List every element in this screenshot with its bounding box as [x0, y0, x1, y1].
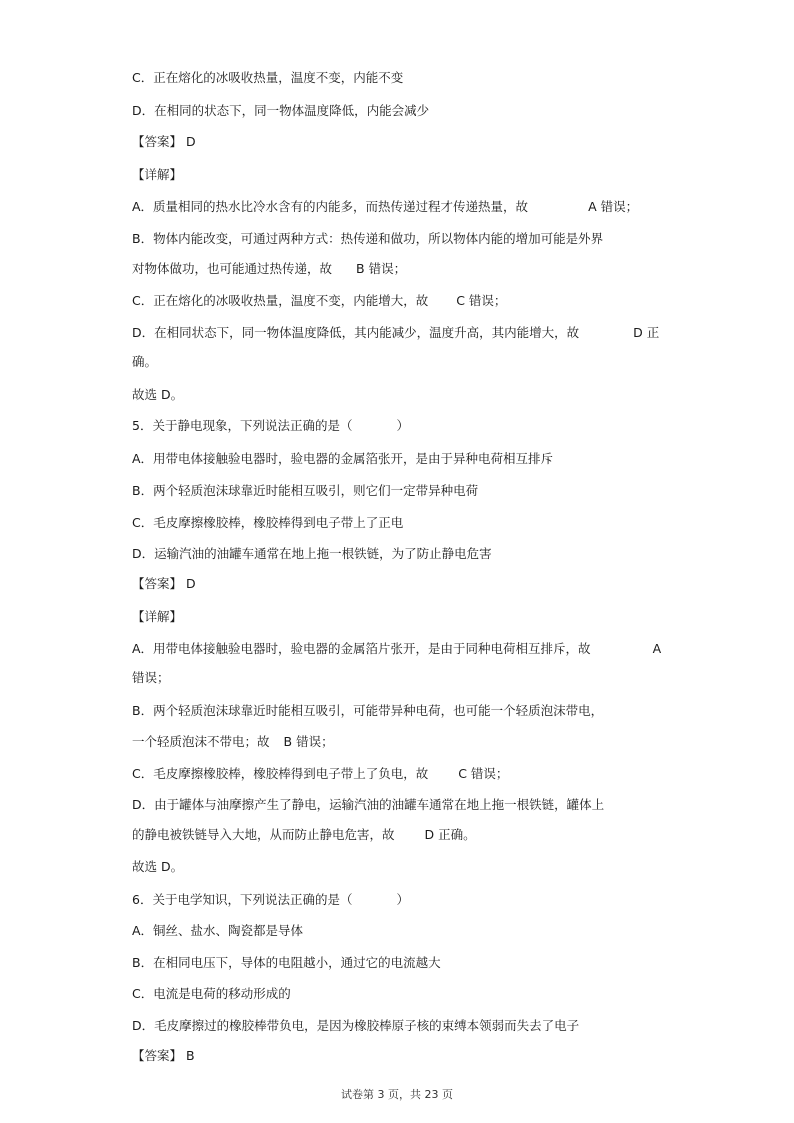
explanation-line: 的静电被铁链导入大地，从而防止静电危害，故 D 正确。	[132, 827, 476, 842]
explanation-line: A．质量相同的热水比冷水含有的内能多，而热传递过程才传递热量，故 A 错误；	[132, 199, 639, 214]
conclusion-line: 故选 D。	[132, 387, 184, 402]
question-6-option-c: C．电流是电荷的移动形成的	[132, 986, 291, 1001]
explanation-line: A．用带电体接触验电器时，验电器的金属箔片张开，是由于同种电荷相互排斥，故 A	[132, 641, 662, 656]
explanation-heading: 【详解】	[132, 167, 183, 182]
answer-line: 【答案】 D	[132, 134, 196, 149]
explanation-line: 确。	[132, 354, 158, 369]
question-5-option-a: A．用带电体接触验电器时，验电器的金属箔张开，是由于异种电荷相互排斥	[132, 451, 554, 466]
question-6-option-d: D．毛皮摩擦过的橡胶棒带负电，是因为橡胶棒原子核的束缚本领弱而失去了电子	[132, 1018, 580, 1033]
explanation-line: B．两个轻质泡沫球靠近时能相互吸引，可能带异种电荷，也可能一个轻质泡沫带电，	[132, 703, 604, 718]
explanation-line: D．在相同状态下，同一物体温度降低，其内能减少，温度升高，其内能增大，故 D 正	[132, 325, 660, 340]
explanation-line: 错误；	[132, 670, 170, 685]
question-6-option-b: B．在相同电压下，导体的电阻越小，通过它的电流越大	[132, 955, 441, 970]
explanation-heading: 【详解】	[132, 609, 183, 624]
explanation-line: 一个轻质泡沫不带电；故 B 错误；	[132, 734, 334, 749]
explanation-line: C．毛皮摩擦橡胶棒，橡胶棒得到电子带上了负电，故 C 错误；	[132, 766, 509, 781]
explanation-line: B．物体内能改变，可通过两种方式：热传递和做功，所以物体内能的增加可能是外界	[132, 231, 604, 246]
question-6-option-a: A．铜丝、盐水、陶瓷都是导体	[132, 923, 304, 938]
explanation-line: D．由于罐体与油摩擦产生了静电，运输汽油的油罐车通常在地上拖一根铁链，罐体上	[132, 797, 605, 812]
question-5-stem: 5．关于静电现象，下列说法正确的是（ ）	[132, 418, 409, 433]
answer-line: 【答案】 B	[132, 1048, 195, 1063]
question-5-option-b: B．两个轻质泡沫球靠近时能相互吸引，则它们一定带异种电荷	[132, 483, 479, 498]
question-5-option-d: D．运输汽油的油罐车通常在地上拖一根铁链，为了防止静电危害	[132, 546, 492, 561]
explanation-line: C．正在熔化的冰吸收热量，温度不变，内能增大，故 C 错误；	[132, 293, 507, 308]
option-c-line: C．正在熔化的冰吸收热量，温度不变，内能不变	[132, 70, 404, 85]
page-footer: 试卷第 3 页，共 23 页	[341, 1088, 453, 1101]
question-6-stem: 6．关于电学知识，下列说法正确的是（ ）	[132, 892, 409, 907]
answer-line: 【答案】 D	[132, 576, 196, 591]
conclusion-line: 故选 D。	[132, 859, 184, 874]
explanation-line: 对物体做功，也可能通过热传递，故 B 错误；	[132, 261, 407, 276]
question-5-option-c: C．毛皮摩擦橡胶棒，橡胶棒得到电子带上了正电	[132, 515, 404, 530]
option-d-line: D．在相同的状态下，同一物体温度降低，内能会减少	[132, 103, 430, 118]
